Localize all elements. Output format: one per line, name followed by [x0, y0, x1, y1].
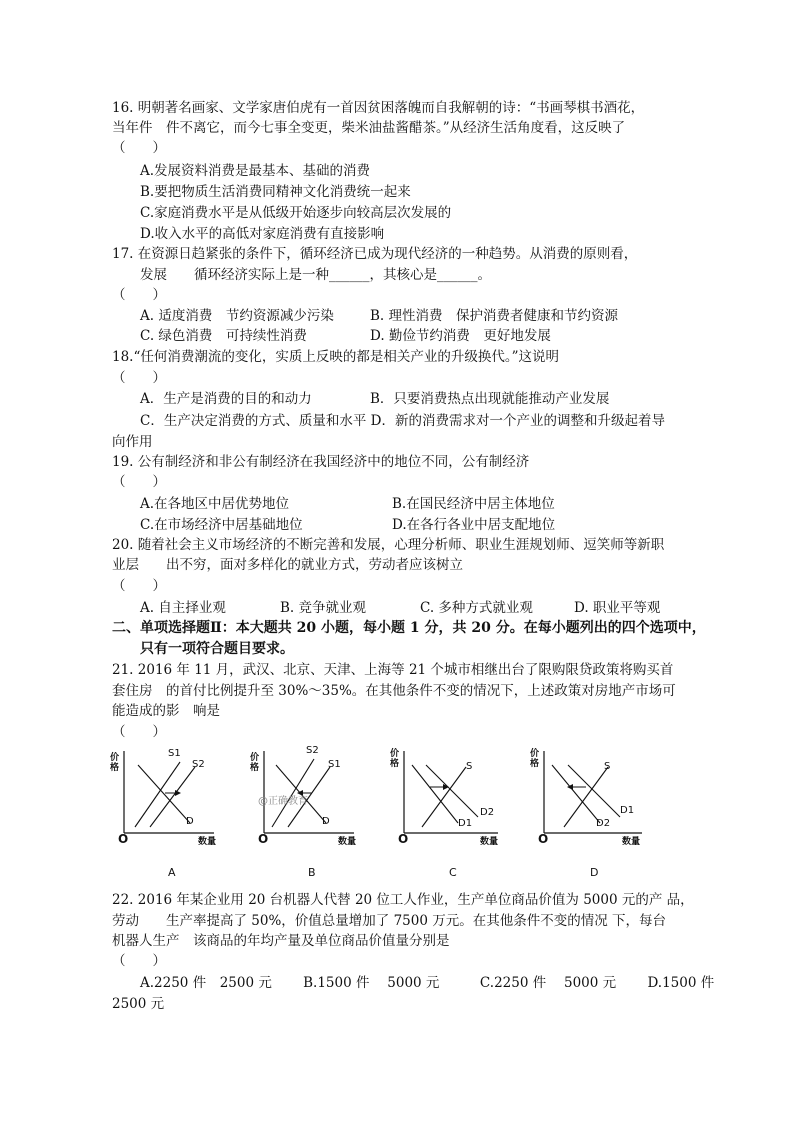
q16-stem-line1: 16. 明朝著名画家、文学家唐伯虎有一首因贫困落魄而自我解朝的诗：“书画琴棋书酒花， [112, 100, 645, 116]
q17-stem-line1: 17. 在资源日趋紧张的条件下，循环经济已成为现代经济的一种趋势。从消费的原则看， [112, 246, 638, 262]
q22-stem-line3: 机器人生产 该商品的年均产量及单位商品价值量分别是 [112, 933, 450, 949]
q16-option-b: B.要把物质生活消费同精神文化消费统一起来 [140, 184, 411, 200]
q18-answer-paren: （ ） [112, 370, 166, 386]
q17-answer-paren: （ ） [112, 287, 166, 303]
q16-option-a: A.发展资料消费是最基本、基础的消费 [140, 163, 371, 179]
q16-answer-paren: （ ） [112, 140, 166, 156]
graph-c-origin: O [398, 832, 409, 846]
graph-c-y-label: 价格 [390, 749, 400, 769]
q22-answer-paren: （ ） [112, 953, 166, 969]
graph-d-s-label: S [604, 761, 611, 772]
graph-c-d1-label: D1 [458, 818, 473, 829]
q16-stem-line2: 当年件 件不离它，而今七事全变更，柴米油盐酱醋茶。”从经济生活角度看，这反映了 [112, 120, 626, 136]
q17-option-c: C. 绿色消费 可持续性消费 [140, 328, 307, 344]
q20-option-b: B. 竞争就业观 [280, 600, 367, 616]
q19-option-b: B.在国民经济中居主体地位 [392, 496, 555, 512]
q19-option-a: A.在各地区中居优势地位 [140, 496, 290, 512]
q21-stem-line2: 套住房 的首付比例提升至 30%～35%。在其他条件不变的情况下，上述政策对房地产市场可 [112, 683, 676, 699]
q21-stem-line1: 21. 2016 年 11 月，武汉、北京、天津、上海等 21 个城市相继出台了限购限贷政策将购买首 [112, 662, 674, 678]
q19-stem-line1: 19. 公有制经济和非公有制经济在我国经济中的地位不同，公有制经济 [112, 454, 530, 470]
graph-d-y-label: 价格 [530, 749, 540, 769]
graph-c-x-label: 数量 [480, 837, 499, 847]
graph-a-origin: O [118, 832, 129, 846]
graph-a-y-label: 价格 [110, 753, 120, 773]
graph-b-origin: O [258, 832, 269, 846]
watermark: @正确教育 [258, 796, 308, 807]
q20-answer-paren: （ ） [112, 578, 166, 594]
graph-d-plot [530, 745, 650, 845]
q18-option-a: A．生产是消费的目的和动力 [140, 391, 312, 407]
graph-a [110, 745, 220, 845]
graph-b-s2-label: S2 [306, 745, 319, 756]
graph-d-origin: O [538, 832, 549, 846]
graph-a-x-label: 数量 [198, 837, 217, 847]
q21-answer-paren: （ ） [112, 724, 166, 740]
graph-a-s2-label: S2 [192, 759, 205, 770]
q21-stem-line3: 能造成的影 响是 [112, 703, 220, 719]
graph-b-y-label: 价格 [250, 753, 260, 773]
graph-c-d2-label: D2 [480, 807, 495, 818]
graph-b-caption: B [308, 866, 316, 879]
q16-option-d: D.收入水平的高低对家庭消费有直接影响 [140, 226, 385, 242]
q16-option-c: C.家庭消费水平是从低级开始逐步向较高层次发展的 [140, 205, 452, 221]
q20-option-d: D. 职业平等观 [574, 600, 661, 616]
q18-option-d-continuation: 向作用 [112, 434, 153, 450]
q20-option-a: A. 自主择业观 [140, 600, 226, 616]
graph-b-s1-label: S1 [328, 759, 341, 770]
q19-option-c: C.在市场经济中居基础地位 [140, 517, 303, 533]
graph-c [390, 745, 505, 845]
q19-answer-paren: （ ） [112, 474, 166, 490]
q19-option-d: D.在各行各业中居支配地位 [392, 517, 556, 533]
q20-option-c: C. 多种方式就业观 [420, 600, 533, 616]
q20-stem-line2: 业层 出不穷，面对多样化的就业方式，劳动者应该树立 [112, 557, 463, 573]
section2-heading-line2: 只有一项符合题目要求。 [140, 641, 294, 657]
q18-stem-line1: 18.“任何消费潮流的变化，实质上反映的都是相关产业的升级换代。”这说明 [112, 349, 560, 365]
q17-option-b: B. 理性消费 保护消费者健康和节约资源 [370, 308, 619, 324]
graph-b [250, 745, 360, 845]
q17-option-d: D. 勤俭节约消费 更好地发展 [370, 328, 551, 344]
q17-stem-line2: 发展 循环经济实际上是一种______，其核心是______。 [140, 267, 491, 283]
q22-options: A.2250 件 2500 元 B.1500 件 5000 元 C.2250 件 5000 元 D.1500 件 [140, 975, 715, 991]
graph-d-d2-label: D2 [596, 818, 611, 829]
graph-d [530, 745, 650, 845]
graph-b-d-label: D [322, 816, 330, 827]
q17-option-a: A. 适度消费 节约资源减少污染 [140, 308, 334, 324]
graph-c-plot [390, 745, 505, 845]
graph-a-s1-label: S1 [168, 748, 181, 759]
q22-stem-line2: 劳动 生产率提高了 50%，价值总量增加了 7500 万元。在其他条件不变的情况 下，每台 [112, 913, 667, 929]
q20-stem-line1: 20. 随着社会主义市场经济的不断完善和发展，心理分析师、职业生涯规划师、逗笑师等新职 [112, 537, 665, 553]
q18-option-b: B．只要消费热点出现就能推动产业发展 [370, 391, 610, 407]
graph-c-caption: C [449, 866, 457, 879]
section2-heading-line1: 二、单项选择题Ⅱ：本大题共 20 小题，每小题 1 分，共 20 分。在每小题列出的四个选项中， [112, 620, 706, 636]
q22-stem-line1: 22. 2016 年某企业用 20 台机器人代替 20 位工人作业，生产单位商品价值为 5000 元的产 品， [112, 892, 694, 908]
graph-d-x-label: 数量 [622, 837, 641, 847]
graph-d-d1-label: D1 [620, 805, 635, 816]
q22-options-continuation: 2500 元 [112, 996, 165, 1012]
graph-a-caption: A [168, 866, 176, 879]
graph-c-s-label: S [466, 761, 473, 772]
graph-b-x-label: 数量 [338, 837, 357, 847]
graph-a-d-label: D [186, 816, 194, 827]
graph-d-caption: D [590, 866, 599, 879]
q18-option-c-d: C．生产决定消费的方式、质量和水平 D．新的消费需求对一个产业的调整和升级起着导 [140, 413, 665, 429]
